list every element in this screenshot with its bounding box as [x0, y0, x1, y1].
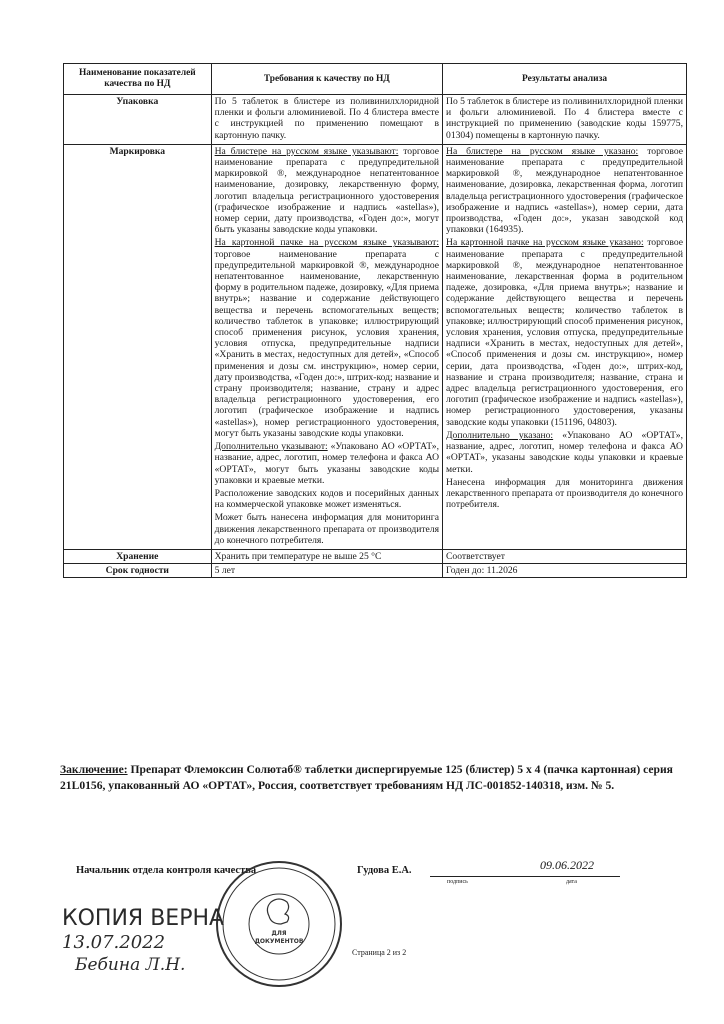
stamp-emblem-icon [267, 899, 288, 924]
signatory-name: Гудова Е.А. [357, 865, 412, 876]
header-requirements: Требования к качеству по НД [211, 64, 442, 95]
row-name: Срок годности [64, 564, 212, 578]
signatory-position: Начальник отдела контроля качества [76, 865, 257, 876]
table-row-storage [64, 549, 687, 563]
requirement-block [215, 146, 439, 236]
row-result [443, 564, 687, 578]
block-text: Расположение заводских кодов и посерийных данных на коммерческой упаковке может изменяться. [214, 487, 440, 511]
conclusion-label: Заключение: [60, 763, 128, 776]
block-text: торговое наименование препарата с предупредительной маркировкой ®, международное непатентованное наименование, дозировка, лекарственная форма, логотип владельца регистрационного удостоверения (графическое изображение и надпись «astellas»), номер серии, дата производства, «Годен до:», указан заводской код упаковки (164935). [446, 145, 683, 236]
block-heading: На картонной пачке на русском языке указано: [446, 237, 644, 249]
row-requirement [211, 95, 442, 145]
block-heading: На блистере на русском языке указано: [446, 145, 639, 157]
signature-date: 09.06.2022 [540, 858, 594, 872]
result-block [446, 146, 683, 236]
result-block [446, 237, 683, 427]
requirement-block [215, 512, 439, 546]
table-header-row [64, 64, 687, 95]
result-text: Соответствует [446, 550, 505, 562]
block-heading: На блистере на русском языке указывают: [214, 145, 399, 157]
row-name: Упаковка [64, 95, 212, 145]
quality-table [63, 63, 687, 578]
stamp-text-line2: ДОКУМЕНТОВ [254, 938, 304, 945]
result-text: Годен до: 11.2026 [446, 565, 518, 577]
signature-caption: подпись [447, 879, 468, 885]
row-name: Хранение [64, 549, 212, 563]
company-stamp [213, 858, 345, 990]
block-text: «Упаковано АО «ОРТАТ», название, адрес, логотип, номер телефона и факса АО «ОРТАТ», указаны заводские коды упаковки и краевые метки. [446, 429, 683, 475]
row-name: Маркировка [64, 144, 212, 549]
row-requirement [211, 564, 442, 578]
row-result [443, 144, 687, 549]
row-result [443, 549, 687, 563]
result-text: По 5 таблеток в блистере из поливинилхлоридной пленки и фольги алюминиевой. По 4 блистера вместе с инструкцией по применению (заводские коды 159775, 01304) помещены в картонную пачку. [446, 96, 683, 141]
block-text: торговое наименование препарата с предупредительной маркировкой ®, международное непатентованное наименование, лекарственная форма в родительном падеже, дозировка, «Для приема внутрь»; название и содержание действующего вещества и перечень вспомогательных веществ; количество таблеток в упаковке; иллюстрирующий способ применения рисунок, условия хранения, условия отпуска, предупредительные надписи «Хранить в местах, недоступных для детей», «Способ применения и дозы см. инструкцию», номер серии, дата производства, «Годен до:», штрих-код, название и страна производителя; название, страна и адрес владельца регистрационного удостоверения, его логотип (графическое изображение и надпись «astellas»), номер регистрационного удостоверения, указаны заводские коды упаковки (151196, 04803). [446, 237, 683, 428]
block-heading: Дополнительно указывают: [214, 441, 328, 453]
date-caption: дата [566, 879, 577, 885]
copy-certified-title: КОПИЯ ВЕРНА [62, 906, 225, 931]
copy-certified-signer: Бебина Л.Н. [75, 955, 186, 975]
signature-line [430, 876, 620, 877]
header-indicator: Наименование показателей качества по НД [64, 64, 212, 95]
page-number: Страница 2 из 2 [352, 948, 407, 957]
conclusion-text: Препарат Флемоксин Солютаб® таблетки диспергируемые 125 (блистер) 5 х 4 (пачка картонная) серия 21L0156, упакованный АО «ОРТАТ», Россия, соответствует требованиям НД ЛС-001852-140318, изм. № 5. [60, 763, 673, 792]
row-requirement [211, 144, 442, 549]
result-block [446, 430, 683, 475]
result-block [446, 477, 683, 511]
copy-certified-date: 13.07.2022 [62, 932, 166, 953]
block-heading: Дополнительно указано: [446, 429, 554, 441]
block-text: Нанесена информация для мониторинга движения лекарственного препарата от производителя до конечного потребителя. [446, 476, 683, 511]
stamp-text-line1: ДЛЯ [271, 930, 287, 937]
requirement-block [215, 237, 439, 439]
requirement-text: 5 лет [214, 565, 236, 577]
block-text: Может быть нанесена информация для мониторинга движения лекарственного препарата от производителя до конечного потребителя. [214, 512, 440, 546]
requirement-text: Хранить при температуре не выше 25 °С [214, 550, 382, 562]
requirement-block [215, 488, 439, 510]
header-results: Результаты анализа [443, 64, 687, 95]
table-row-marking [64, 144, 687, 549]
block-text: «Упаковано АО «ОРТАТ», название, адрес, логотип, номер телефона и факса АО «ОРТАТ», могут быть указаны заводские коды упаковки и краевые метки. [214, 441, 440, 486]
requirement-text: По 5 таблеток в блистере из поливинилхлоридной пленки и фольги алюминиевой. По 4 блистера вместе с инструкцией по применению помещают в картонную пачку. [214, 96, 440, 141]
block-heading: На картонной пачке на русском языке указывают: [214, 237, 440, 249]
table-row-packaging [64, 95, 687, 145]
block-text: торговое наименование препарата с предупредительной маркировкой ®, международное непатентованное наименование, лекарственную форму в родительном падеже, дозировку, «Для приема внутрь»; название и содержание действующего вещества и перечень вспомогательных веществ; количество таблеток в упаковке; иллюстрирующий способ применения рисунок, условия хранения, условия отпуска, предупредительные надписи «Хранить в местах, недоступных для детей», «Способ применения и дозы см. инструкцию», номер серии, дату производства, «Годен до:», штрих-код; название и страну производителя; название, страну и адрес владельца регистрационного удостоверения, его логотип (графическое изображение и надпись «astellas»), номер регистрационного удостоверения, могут быть указаны заводские коды упаковки. [214, 248, 440, 439]
table-row-shelf-life [64, 564, 687, 578]
requirement-block [215, 441, 439, 486]
row-result [443, 95, 687, 145]
block-text: торговое наименование препарата с предупредительной маркировкой ®, международное непатентованное наименование, дозировку, лекарственную форму, логотип владельца регистрационного удостоверения (графическое изображение и надпись «astellas»), номер серии, дату производства, «Годен до:», могут быть указаны заводские коды упаковки. [214, 145, 440, 236]
row-requirement [211, 549, 442, 563]
conclusion [60, 762, 700, 794]
